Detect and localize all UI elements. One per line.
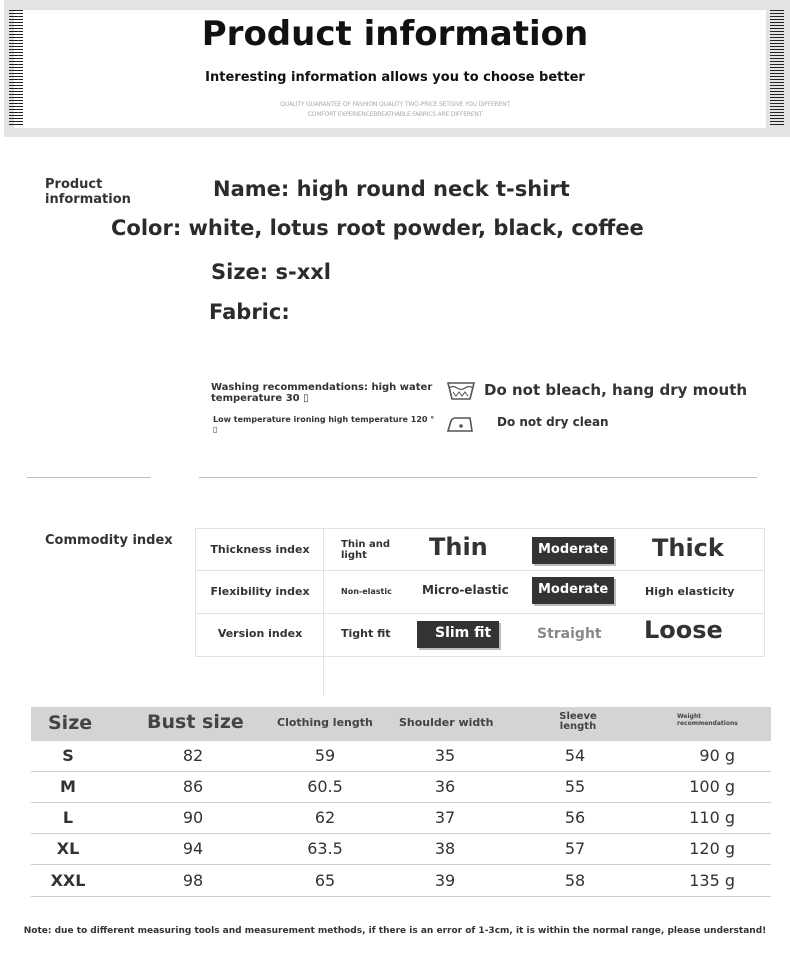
product-color: Color: white, lotus root powder, black, coffee [111,216,644,240]
header-clothing-length: Clothing length [277,716,373,729]
table-row [31,834,771,865]
version-option-1: Tight fit [341,627,391,640]
value-cell: 94 [182,839,204,858]
size-cell: XL [56,839,80,858]
value-cell: 120 g [689,839,735,858]
value-cell: 65 [314,871,336,890]
thickness-option-3-selected: Moderate [532,537,614,564]
version-option-3: Straight [537,626,602,642]
value-cell: 110 g [689,808,735,827]
page-title: Product information [201,14,589,54]
flexibility-option-2: Micro-elastic [422,583,509,597]
value-cell: 39 [434,871,456,890]
value-cell: 54 [564,746,586,765]
value-cell: 90 g [699,746,735,765]
washing-recommendation: Washing recommendations: high water temperature 30 ▯ [211,382,433,404]
flexibility-row [196,572,764,614]
table-row [31,741,771,772]
product-info-label: Product information [45,177,131,207]
value-cell: 98 [182,871,204,890]
size-table-header [31,707,771,741]
product-name: Name: high round neck t-shirt [213,177,570,201]
value-cell: 56 [564,808,586,827]
flexibility-option-4: High elasticity [645,585,735,598]
value-cell: 90 [182,808,204,827]
value-cell: 57 [564,839,586,858]
value-cell: 37 [434,808,456,827]
thickness-row [196,529,764,571]
value-cell: 38 [434,839,456,858]
size-cell: L [62,808,74,827]
value-cell: 60.5 [307,777,343,796]
header-sleeve-length: Sleeve length [559,711,597,732]
value-cell: 100 g [689,777,735,796]
header-shoulder-width: Shoulder width [399,716,494,729]
thickness-option-4: Thick [652,534,724,562]
flexibility-index-label: Flexibility index [210,585,310,598]
value-cell: 86 [182,777,204,796]
size-cell: XXL [50,871,86,890]
no-bleach-text: Do not bleach, hang dry mouth [484,381,748,399]
page-subtitle: Interesting information allows you to choose better [205,70,585,85]
divider-right [199,477,757,478]
value-cell: 36 [434,777,456,796]
ironing-recommendation: Low temperature ironing high temperature 120 ° ▯ [213,415,435,434]
header-weight-recommendations: Weight recommendations [677,713,738,727]
value-cell: 62 [314,808,336,827]
version-option-2-selected: Slim fit [417,621,499,648]
value-cell: 63.5 [307,839,343,858]
header-size: Size [48,712,93,734]
measurement-note: Note: due to different measuring tools and measurement methods, if there is an error of 1-3cm, it is within the normal range, please understand! [23,926,767,936]
iron-icon [446,413,476,439]
index-table-divider [323,528,324,696]
version-row [196,614,764,656]
wash-basin-icon [446,379,476,405]
product-size: Size: s-xxl [211,260,332,284]
version-index-label: Version index [217,627,303,640]
value-cell: 58 [564,871,586,890]
value-cell: 82 [182,746,204,765]
table-row [31,866,771,897]
thickness-option-1: Thin and light [341,539,390,561]
value-cell: 135 g [689,871,735,890]
banner-fine-print-1: QUALITY GUARANTEE OF FASHION QUALITY TWO-PRICE SETGIVE YOU DIFFERENT [280,101,510,108]
size-cell: M [60,777,76,796]
divider-left [27,477,151,478]
header-bust-size: Bust size [147,711,244,733]
size-cell: S [62,746,74,765]
thickness-index-label: Thickness index [210,543,310,556]
value-cell: 55 [564,777,586,796]
table-row [31,772,771,803]
version-option-4: Loose [644,616,723,644]
product-fabric: Fabric: [209,300,290,324]
flexibility-option-3-selected: Moderate [532,577,614,604]
value-cell: 59 [314,746,336,765]
value-cell: 35 [434,746,456,765]
banner-fine-print-2: COMFORT EXPERIENCEBREATHABLE FABRICS ARE DIFFERENT [307,111,483,118]
commodity-index-table [195,528,765,657]
table-row [31,803,771,834]
commodity-index-label: Commodity index [45,533,173,548]
no-dry-clean-text: Do not dry clean [497,415,609,429]
thickness-option-2: Thin [429,533,488,561]
flexibility-option-1: Non-elastic [341,587,392,596]
